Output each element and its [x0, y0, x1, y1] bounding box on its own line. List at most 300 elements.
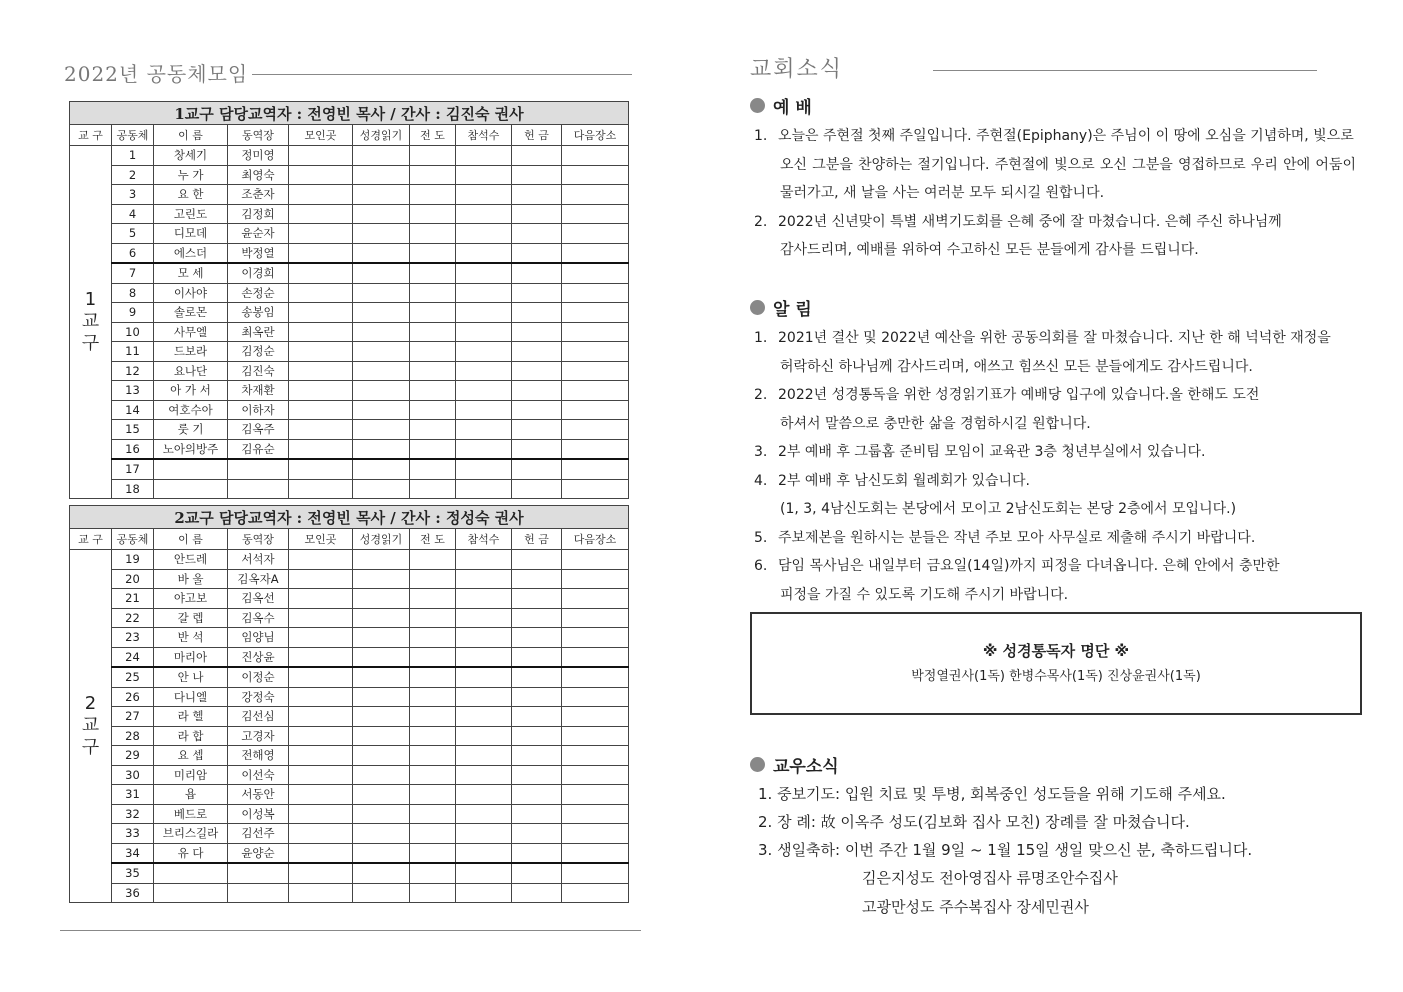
members-heading-label: 교우소식: [773, 757, 839, 777]
blank-cell: [512, 342, 562, 362]
blank-cell: [512, 707, 562, 727]
group-number: 1: [112, 146, 154, 166]
blank-cell: [289, 687, 353, 707]
blank-cell: [289, 667, 353, 687]
table-row: [70, 707, 629, 727]
item-text: 2022년 성경통독을 위한 성경읽기표가 예배당 입구에 있습니다.올 한해도 도전: [778, 387, 1260, 403]
table-row: [70, 439, 629, 459]
group-number: 29: [112, 746, 154, 766]
group-name: 베드로: [154, 804, 228, 824]
blank-cell: [456, 146, 512, 166]
blank-cell: [562, 863, 629, 883]
table-row: [70, 608, 629, 628]
blank-cell: [410, 459, 456, 479]
birthday-names: 고광만성도 주수복집사 장세민권사: [862, 898, 1089, 916]
notices-heading-label: 알 림: [773, 300, 812, 320]
blank-cell: [456, 381, 512, 401]
leader-name: [228, 479, 289, 499]
blank-cell: [289, 439, 353, 459]
blank-cell: [353, 322, 410, 342]
blank-cell: [456, 883, 512, 903]
column-header: 헌 금: [512, 125, 562, 146]
leader-name: 고경자: [228, 726, 289, 746]
blank-cell: [410, 479, 456, 499]
table-row: [70, 146, 629, 166]
table-row: [70, 589, 629, 609]
bible-readers-box: [750, 612, 1362, 715]
leader-name: 차재환: [228, 381, 289, 401]
table-row: [70, 785, 629, 805]
blank-cell: [512, 824, 562, 844]
blank-cell: [353, 204, 410, 224]
blank-cell: [562, 224, 629, 244]
list-item: [754, 552, 1356, 609]
table-row: [70, 746, 629, 766]
worship-heading-label: 예 배: [773, 98, 812, 118]
group-number: 25: [112, 667, 154, 687]
group-name: 아 가 서: [154, 381, 228, 401]
list-item: [754, 324, 1356, 381]
blank-cell: [410, 569, 456, 589]
birthday-names: 김은지성도 전아영집사 류명조안수집사: [862, 869, 1118, 887]
blank-cell: [456, 785, 512, 805]
blank-cell: [410, 185, 456, 205]
members-item: 3. 생일축하: 이번 주간 1월 9일 ~ 1월 15일 생일 맞으신 분, 축하드립니다.: [758, 841, 1253, 859]
blank-cell: [456, 863, 512, 883]
blank-cell: [512, 785, 562, 805]
blank-cell: [289, 400, 353, 420]
blank-cell: [562, 420, 629, 440]
blank-cell: [562, 765, 629, 785]
blank-cell: [456, 647, 512, 667]
blank-cell: [562, 322, 629, 342]
blank-cell: [562, 165, 629, 185]
blank-cell: [410, 667, 456, 687]
blank-cell: [410, 550, 456, 570]
leader-name: 전해영: [228, 746, 289, 766]
blank-cell: [562, 569, 629, 589]
blank-cell: [512, 361, 562, 381]
blank-cell: [353, 439, 410, 459]
group-number: 15: [112, 420, 154, 440]
blank-cell: [456, 283, 512, 303]
blank-cell: [562, 439, 629, 459]
blank-cell: [456, 608, 512, 628]
blank-cell: [353, 707, 410, 727]
district-label: 2 교 구: [70, 550, 112, 903]
list-item: [754, 122, 1356, 208]
group-number: 17: [112, 459, 154, 479]
blank-cell: [456, 746, 512, 766]
blank-cell: [353, 243, 410, 263]
blank-cell: [456, 804, 512, 824]
blank-cell: [353, 589, 410, 609]
blank-cell: [512, 381, 562, 401]
blank-cell: [410, 224, 456, 244]
roster-title: 2022년 공동체모임: [64, 62, 249, 86]
group-number: 16: [112, 439, 154, 459]
blank-cell: [562, 707, 629, 727]
blank-cell: [353, 361, 410, 381]
blank-cell: [289, 785, 353, 805]
column-header: 공동체: [112, 125, 154, 146]
item-text-continued: 오신 그분을 찬양하는 절기입니다. 주현절에 빛으로 오신 그분을 영접하므로 우리 안에 어둠이 물러가고, 새 날을 사는 여러분 모두 되시길 원합니다.: [780, 156, 1356, 201]
leader-name: 강정숙: [228, 687, 289, 707]
blank-cell: [353, 550, 410, 570]
item-text: 2부 예배 후 남신도회 월례회가 있습니다.: [778, 472, 1030, 489]
blank-cell: [456, 185, 512, 205]
group-number: 32: [112, 804, 154, 824]
column-header: 전 도: [410, 125, 456, 146]
blank-cell: [562, 459, 629, 479]
leader-name: 서동안: [228, 785, 289, 805]
blank-cell: [512, 263, 562, 283]
district2-table: [69, 505, 629, 903]
blank-cell: [410, 146, 456, 166]
group-number: 14: [112, 400, 154, 420]
group-name: 안 나: [154, 667, 228, 687]
members-item: 1. 중보기도: 입원 치료 및 투병, 회복중인 성도들을 위해 기도해 주세요.: [758, 785, 1226, 803]
district-header: 2교구 담당교역자 : 전영빈 목사 / 간사 : 정성숙 권사: [70, 506, 629, 529]
blank-cell: [512, 628, 562, 648]
blank-cell: [410, 342, 456, 362]
blank-cell: [289, 303, 353, 323]
notices-heading: [750, 295, 812, 320]
blank-cell: [353, 381, 410, 401]
blank-cell: [562, 647, 629, 667]
blank-cell: [353, 146, 410, 166]
leader-name: 윤양순: [228, 843, 289, 863]
blank-cell: [289, 459, 353, 479]
item-text-continued: (1, 3, 4남신도회는 본당에서 모이고 2남신도회는 본당 2층에서 모입니다.): [780, 501, 1237, 517]
group-name: 욥: [154, 785, 228, 805]
list-item: [754, 438, 1356, 467]
blank-cell: [410, 204, 456, 224]
blank-cell: [512, 804, 562, 824]
leader-name: 서석자: [228, 550, 289, 570]
group-number: 30: [112, 765, 154, 785]
leader-name: 김옥수: [228, 608, 289, 628]
group-name: 드보라: [154, 342, 228, 362]
blank-cell: [410, 608, 456, 628]
group-name: 미리암: [154, 765, 228, 785]
blank-cell: [562, 608, 629, 628]
leader-name: 김옥선: [228, 589, 289, 609]
blank-cell: [289, 746, 353, 766]
blank-cell: [289, 224, 353, 244]
blank-cell: [562, 283, 629, 303]
blank-cell: [456, 569, 512, 589]
blank-cell: [353, 224, 410, 244]
leader-name: 이경희: [228, 263, 289, 283]
leader-name: 진상윤: [228, 647, 289, 667]
table-row: [70, 667, 629, 687]
blank-cell: [353, 569, 410, 589]
blank-cell: [512, 439, 562, 459]
leader-name: 김정순: [228, 342, 289, 362]
leader-name: 임양님: [228, 628, 289, 648]
column-header: 전 도: [410, 529, 456, 550]
blank-cell: [289, 342, 353, 362]
group-number: 19: [112, 550, 154, 570]
news-title: 교회소식: [750, 57, 844, 82]
bible-readers-title: ※ 성경통독자 명단 ※: [982, 642, 1130, 660]
blank-cell: [512, 765, 562, 785]
item-number: 3.: [754, 444, 768, 460]
blank-cell: [410, 746, 456, 766]
blank-cell: [512, 185, 562, 205]
blank-cell: [289, 608, 353, 628]
blank-cell: [456, 667, 512, 687]
table-row: [70, 165, 629, 185]
item-text: 2부 예배 후 그룹홈 준비팀 모임이 교육관 3층 청년부실에서 있습니다.: [778, 444, 1206, 460]
blank-cell: [410, 263, 456, 283]
blank-cell: [353, 165, 410, 185]
item-text-continued: 하셔서 말씀으로 충만한 삶을 경험하시길 원합니다.: [780, 415, 1091, 432]
district-label: 1 교 구: [70, 146, 112, 499]
blank-cell: [512, 746, 562, 766]
group-name: [154, 883, 228, 903]
column-header: 헌 금: [512, 529, 562, 550]
table-row: [70, 804, 629, 824]
group-number: 2: [112, 165, 154, 185]
blank-cell: [562, 883, 629, 903]
group-name: 창세기: [154, 146, 228, 166]
blank-cell: [289, 589, 353, 609]
blank-cell: [353, 185, 410, 205]
leader-name: 이정순: [228, 667, 289, 687]
item-text: 오늘은 주현절 첫째 주일입니다. 주현절(Epiphany)은 주님이 이 땅에 오심을 기념하며, 빛으로: [778, 128, 1354, 144]
blank-cell: [289, 569, 353, 589]
blank-cell: [353, 804, 410, 824]
worship-list: [754, 122, 1356, 265]
item-text: 2021년 결산 및 2022년 예산을 위한 공동의회를 잘 마쳤습니다. 지난 한 해 넉넉한 재정을: [778, 330, 1331, 346]
blank-cell: [353, 263, 410, 283]
bullet-icon: [750, 757, 765, 772]
leader-name: 정미영: [228, 146, 289, 166]
blank-cell: [562, 381, 629, 401]
item-text: 담임 목사님은 내일부터 금요일(14일)까지 피정을 다녀옵니다. 은혜 안에서 충만한: [778, 558, 1280, 574]
leader-name: 조춘자: [228, 185, 289, 205]
blank-cell: [456, 165, 512, 185]
blank-cell: [353, 883, 410, 903]
blank-cell: [512, 146, 562, 166]
blank-cell: [289, 185, 353, 205]
column-header: 참석수: [456, 529, 512, 550]
leader-name: 이선숙: [228, 765, 289, 785]
group-number: 5: [112, 224, 154, 244]
blank-cell: [456, 400, 512, 420]
group-number: 22: [112, 608, 154, 628]
blank-cell: [512, 550, 562, 570]
title-rule: [252, 74, 632, 75]
table-row: [70, 224, 629, 244]
bullet-icon: [750, 98, 765, 113]
column-header: 공동체: [112, 529, 154, 550]
blank-cell: [289, 381, 353, 401]
table-row: [70, 400, 629, 420]
blank-cell: [512, 303, 562, 323]
item-text-continued: 피정을 가질 수 있도록 기도해 주시기 바랍니다.: [780, 586, 1069, 603]
blank-cell: [456, 439, 512, 459]
blank-cell: [512, 479, 562, 499]
blank-cell: [410, 824, 456, 844]
blank-cell: [512, 726, 562, 746]
group-number: 21: [112, 589, 154, 609]
blank-cell: [353, 863, 410, 883]
blank-cell: [562, 243, 629, 263]
blank-cell: [289, 243, 353, 263]
list-item: [754, 467, 1356, 524]
blank-cell: [512, 843, 562, 863]
group-name: 다니엘: [154, 687, 228, 707]
blank-cell: [456, 843, 512, 863]
blank-cell: [353, 479, 410, 499]
group-name: 디모데: [154, 224, 228, 244]
group-number: 27: [112, 707, 154, 727]
blank-cell: [353, 283, 410, 303]
table-row: [70, 342, 629, 362]
news-title-rule: [933, 70, 1317, 71]
blank-cell: [410, 283, 456, 303]
blank-cell: [512, 647, 562, 667]
column-header: 다음장소: [562, 125, 629, 146]
blank-cell: [353, 843, 410, 863]
column-header: 동역장: [228, 125, 289, 146]
blank-cell: [456, 322, 512, 342]
table-row: [70, 883, 629, 903]
column-header: 모인곳: [289, 125, 353, 146]
item-number: 1.: [754, 128, 768, 144]
group-name: 라 합: [154, 726, 228, 746]
district-header: 1교구 담당교역자 : 전영빈 목사 / 간사 : 김진숙 권사: [70, 102, 629, 125]
group-number: 24: [112, 647, 154, 667]
blank-cell: [353, 765, 410, 785]
blank-cell: [512, 863, 562, 883]
list-item: [754, 381, 1356, 438]
group-number: 10: [112, 322, 154, 342]
blank-cell: [512, 687, 562, 707]
table-row: [70, 322, 629, 342]
table-row: [70, 283, 629, 303]
blank-cell: [410, 361, 456, 381]
blank-cell: [410, 707, 456, 727]
blank-cell: [289, 863, 353, 883]
group-number: 35: [112, 863, 154, 883]
group-number: 31: [112, 785, 154, 805]
blank-cell: [353, 726, 410, 746]
blank-cell: [562, 726, 629, 746]
leader-name: 김옥자A: [228, 569, 289, 589]
table-row: [70, 420, 629, 440]
group-name: 유 다: [154, 843, 228, 863]
bullet-icon: [750, 300, 765, 315]
item-text: 2022년 신년맞이 특별 새벽기도회를 은혜 중에 잘 마쳤습니다. 은혜 주신 하나님께: [778, 213, 1282, 230]
item-number: 2.: [754, 387, 768, 403]
group-name: 누 가: [154, 165, 228, 185]
group-number: 13: [112, 381, 154, 401]
blank-cell: [512, 667, 562, 687]
group-number: 33: [112, 824, 154, 844]
group-number: 7: [112, 263, 154, 283]
blank-cell: [562, 628, 629, 648]
leader-name: 김선심: [228, 707, 289, 727]
group-name: 에스더: [154, 243, 228, 263]
blank-cell: [410, 243, 456, 263]
group-name: 바 울: [154, 569, 228, 589]
list-item: [754, 208, 1356, 265]
blank-cell: [353, 420, 410, 440]
group-name: 사무엘: [154, 322, 228, 342]
leader-name: [228, 459, 289, 479]
leader-name: 손정순: [228, 283, 289, 303]
table-row: [70, 824, 629, 844]
group-name: 룻 기: [154, 420, 228, 440]
blank-cell: [562, 204, 629, 224]
group-name: 갈 렙: [154, 608, 228, 628]
item-text-continued: 감사드리며, 예배를 위하여 수고하신 모든 분들에게 감사를 드립니다.: [780, 242, 1199, 258]
blank-cell: [562, 687, 629, 707]
blank-cell: [512, 283, 562, 303]
blank-cell: [410, 785, 456, 805]
group-name: 요 셉: [154, 746, 228, 766]
blank-cell: [410, 687, 456, 707]
group-name: [154, 863, 228, 883]
group-number: 12: [112, 361, 154, 381]
group-number: 8: [112, 283, 154, 303]
blank-cell: [410, 863, 456, 883]
blank-cell: [512, 204, 562, 224]
leader-name: 김선주: [228, 824, 289, 844]
group-name: 요 한: [154, 185, 228, 205]
blank-cell: [456, 726, 512, 746]
blank-cell: [289, 707, 353, 727]
list-item: [754, 524, 1356, 553]
group-name: 솔로몬: [154, 303, 228, 323]
group-name: 브리스길라: [154, 824, 228, 844]
table-row: [70, 647, 629, 667]
blank-cell: [289, 550, 353, 570]
column-header: 이 름: [154, 529, 228, 550]
leader-name: 최옥란: [228, 322, 289, 342]
blank-cell: [289, 322, 353, 342]
blank-cell: [562, 303, 629, 323]
blank-cell: [456, 687, 512, 707]
leader-name: [228, 883, 289, 903]
blank-cell: [562, 824, 629, 844]
column-header: 성경읽기: [353, 125, 410, 146]
group-number: 20: [112, 569, 154, 589]
group-number: 6: [112, 243, 154, 263]
blank-cell: [410, 165, 456, 185]
blank-cell: [456, 224, 512, 244]
item-number: 6.: [754, 558, 768, 574]
blank-cell: [289, 765, 353, 785]
item-number: 2.: [754, 213, 768, 230]
blank-cell: [289, 420, 353, 440]
leader-name: 김진숙: [228, 361, 289, 381]
group-name: 모 세: [154, 263, 228, 283]
blank-cell: [353, 667, 410, 687]
blank-cell: [410, 420, 456, 440]
item-text: 주보제본을 원하시는 분들은 작년 주보 모아 사무실로 제출해 주시기 바랍니다.: [778, 529, 1256, 546]
column-header: 성경읽기: [353, 529, 410, 550]
blank-cell: [410, 303, 456, 323]
members-heading: [750, 752, 839, 777]
blank-cell: [512, 883, 562, 903]
blank-cell: [410, 628, 456, 648]
blank-cell: [562, 263, 629, 283]
